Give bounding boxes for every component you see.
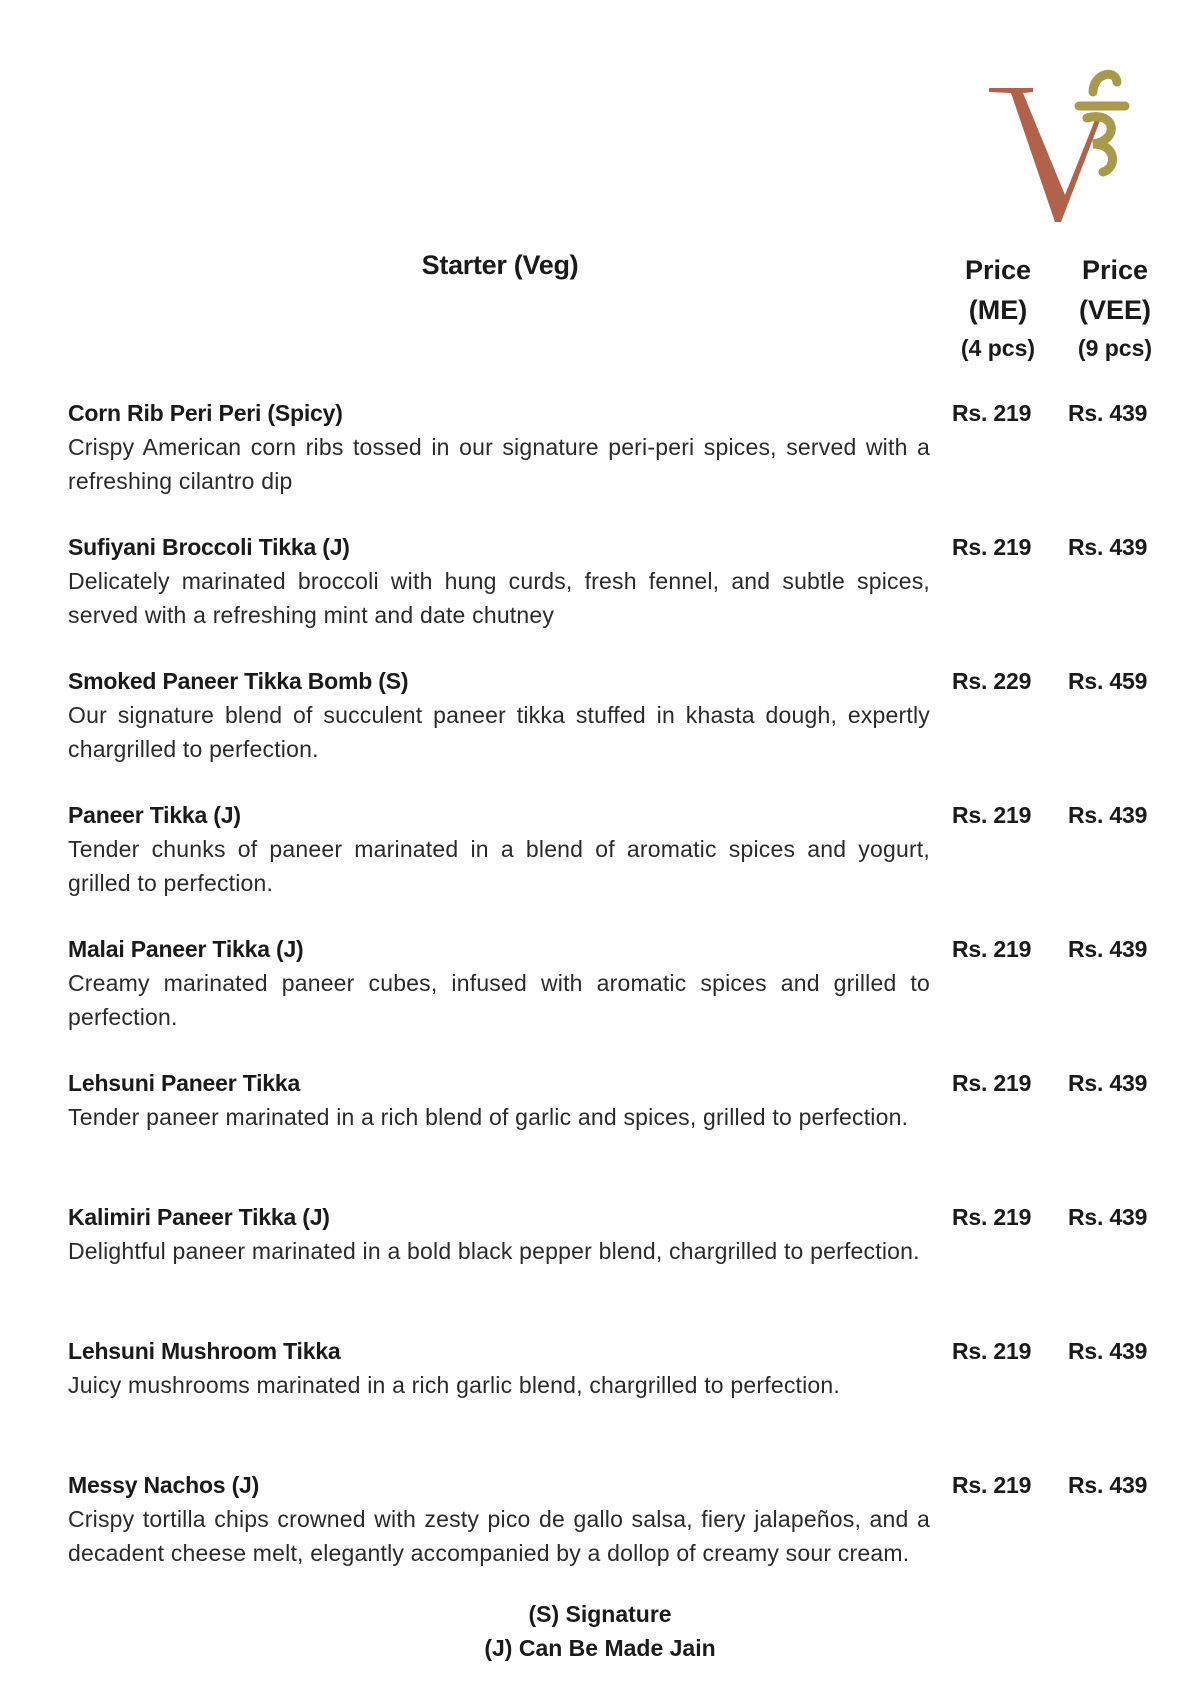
item-description: Our signature blend of succulent paneer tikka stuffed in khasta dough, expertly chargrilled to perfection. bbox=[68, 702, 930, 762]
item-price-me: Rs. 219 bbox=[952, 1204, 1032, 1230]
menu-item bbox=[68, 1066, 1168, 1200]
item-price-vee: Rs. 439 bbox=[1068, 1472, 1148, 1498]
item-name: Lehsuni Mushroom Tikka bbox=[68, 1338, 341, 1364]
menu-item bbox=[68, 664, 1168, 798]
item-name: Paneer Tikka (J) bbox=[68, 802, 241, 828]
item-price-vee: Rs. 439 bbox=[1068, 1204, 1148, 1230]
item-price-me: Rs. 219 bbox=[952, 1472, 1032, 1498]
item-price-me: Rs. 229 bbox=[952, 668, 1032, 694]
menu-item bbox=[68, 530, 1168, 664]
item-price-me: Rs. 219 bbox=[952, 400, 1032, 426]
item-name: Corn Rib Peri Peri (Spicy) bbox=[68, 400, 343, 426]
item-description: Delightful paneer marinated in a bold black pepper blend, chargrilled to perfection. bbox=[68, 1238, 920, 1264]
item-name: Lehsuni Paneer Tikka bbox=[68, 1070, 301, 1096]
menu-item bbox=[68, 1200, 1168, 1334]
legend-signature: (S) Signature bbox=[528, 1601, 672, 1627]
item-description: Crispy tortilla chips crowned with zesty pico de gallo salsa, fiery jalapeños, and a decadent cheese melt, elegantly accompanied by a dollop of creamy sour cream. bbox=[68, 1506, 930, 1566]
item-price-me: Rs. 219 bbox=[952, 1338, 1032, 1364]
item-price-me: Rs. 219 bbox=[952, 802, 1032, 828]
menu-item bbox=[68, 798, 1168, 932]
price-header-size: (VEE) bbox=[1078, 295, 1151, 325]
item-price-me: Rs. 219 bbox=[952, 936, 1032, 962]
menu-item bbox=[68, 932, 1168, 1066]
price-header-pcs: (4 pcs) bbox=[960, 335, 1036, 361]
item-price-vee: Rs. 439 bbox=[1068, 1338, 1148, 1364]
item-name: Sufiyani Broccoli Tikka (J) bbox=[68, 534, 350, 560]
item-price-me: Rs. 219 bbox=[952, 1070, 1032, 1096]
menu-item bbox=[68, 1334, 1168, 1468]
item-description: Tender chunks of paneer marinated in a blend of aromatic spices and yogurt, grilled to perfection. bbox=[68, 836, 930, 896]
item-description: Crispy American corn ribs tossed in our signature peri-peri spices, served with a refreshing cilantro dip bbox=[68, 434, 930, 494]
item-price-vee: Rs. 439 bbox=[1068, 1070, 1148, 1096]
item-description: Delicately marinated broccoli with hung curds, fresh fennel, and subtle spices, served with a refreshing mint and date chutney bbox=[68, 568, 930, 628]
price-header-me bbox=[943, 250, 1053, 366]
item-price-vee: Rs. 439 bbox=[1068, 936, 1148, 962]
price-header-label: Price bbox=[1081, 255, 1149, 285]
price-header-vee bbox=[1060, 250, 1170, 366]
item-name: Smoked Paneer Tikka Bomb (S) bbox=[68, 668, 409, 694]
price-header-size: (ME) bbox=[968, 295, 1028, 325]
price-header-label: Price bbox=[964, 255, 1032, 285]
item-name: Messy Nachos (J) bbox=[68, 1472, 260, 1498]
price-header-pcs: (9 pcs) bbox=[1077, 335, 1153, 361]
brand-logo bbox=[975, 60, 1135, 225]
item-description: Creamy marinated paneer cubes, infused with aromatic spices and grilled to perfection. bbox=[68, 970, 930, 1030]
item-name: Malai Paneer Tikka (J) bbox=[68, 936, 304, 962]
item-price-me: Rs. 219 bbox=[952, 534, 1032, 560]
menu-items-list bbox=[68, 396, 1168, 1602]
menu-item bbox=[68, 396, 1168, 530]
menu-item bbox=[68, 1468, 1168, 1602]
item-price-vee: Rs. 439 bbox=[1068, 534, 1148, 560]
item-price-vee: Rs. 439 bbox=[1068, 802, 1148, 828]
item-description: Tender paneer marinated in a rich blend of garlic and spices, grilled to perfection. bbox=[68, 1104, 909, 1130]
item-name: Kalimiri Paneer Tikka (J) bbox=[68, 1204, 330, 1230]
section-title: Starter (Veg) bbox=[421, 250, 579, 280]
item-price-vee: Rs. 459 bbox=[1068, 668, 1148, 694]
item-price-vee: Rs. 439 bbox=[1068, 400, 1148, 426]
legend-jain: (J) Can Be Made Jain bbox=[484, 1635, 716, 1661]
item-description: Juicy mushrooms marinated in a rich garlic blend, chargrilled to perfection. bbox=[68, 1372, 840, 1398]
